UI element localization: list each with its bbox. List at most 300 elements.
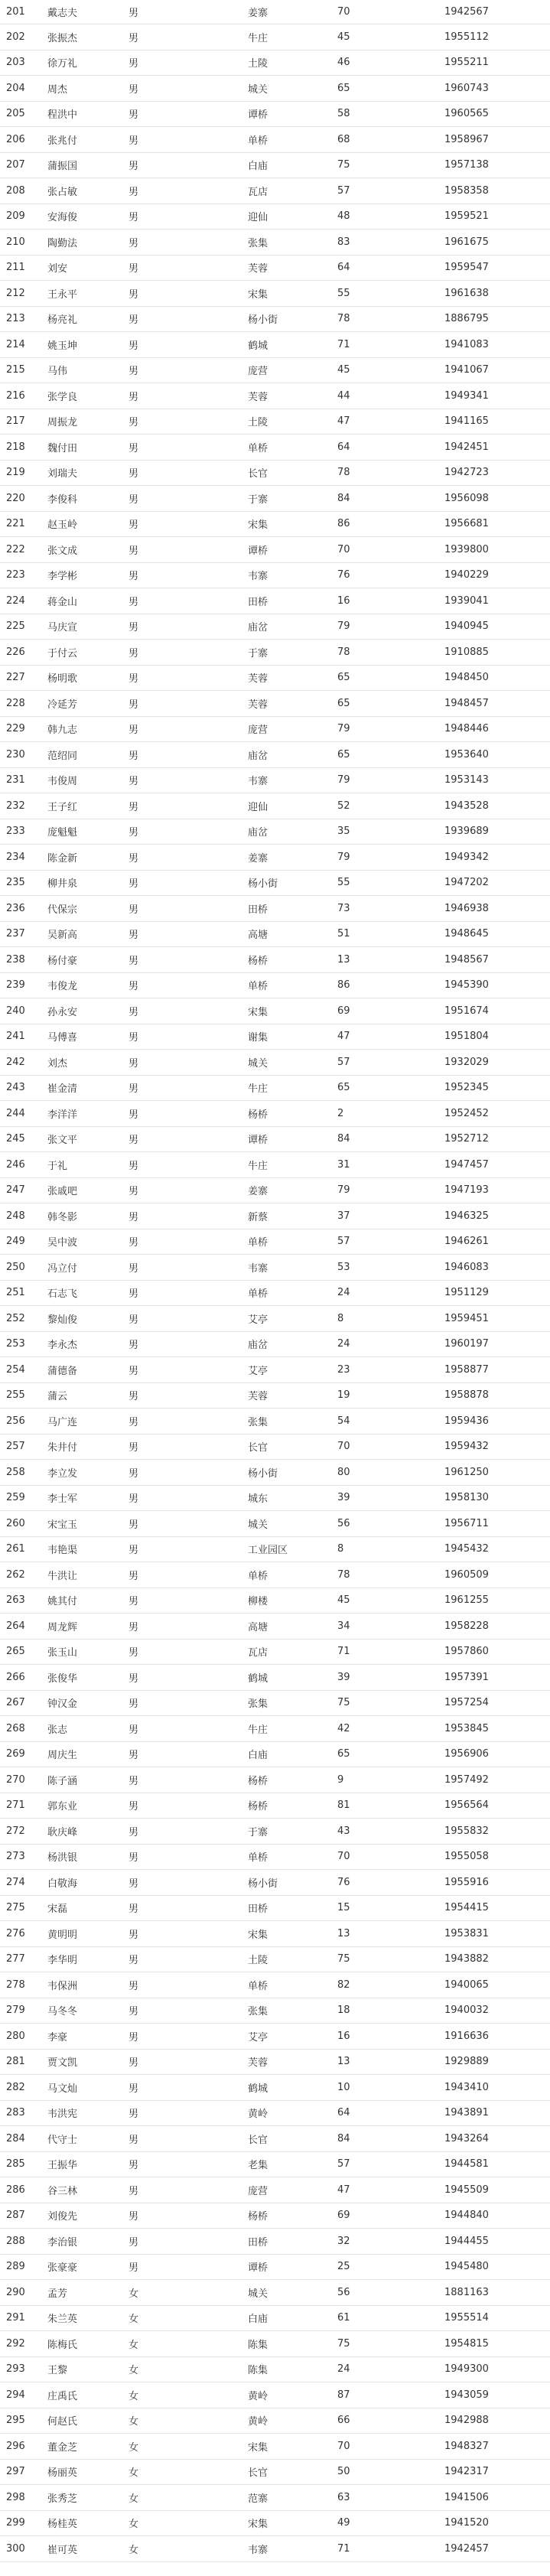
row-number-cell: 284 [6,2132,25,2144]
age-cell: 56 [337,2286,350,2298]
table-row [0,742,550,768]
person-name-cell: 于付云 [47,647,78,659]
gender-cell: 男 [129,417,139,429]
gender-cell: 男 [129,1442,139,1454]
table-row [0,2485,550,2511]
age-cell: 69 [337,2210,350,2222]
table-row [0,0,550,24]
village-cell: 谭桥 [248,2262,268,2275]
table-row [0,1972,550,1998]
id-code-cell: 1942567 [444,6,489,18]
gender-cell: 男 [129,212,139,224]
row-number-cell: 248 [6,1210,25,1222]
village-cell: 谭桥 [248,1135,268,1147]
gender-cell: 女 [129,2544,139,2556]
person-name-cell: 蒋金山 [47,596,78,608]
age-cell: 56 [337,1517,350,1529]
row-number-cell: 201 [6,6,25,18]
village-cell: 瓦店 [248,186,268,198]
age-cell: 52 [337,800,350,812]
gender-cell: 男 [129,314,139,327]
village-cell: 芙蓉 [248,699,268,711]
village-cell: 杨桥 [248,2211,268,2223]
row-number-cell: 278 [6,1978,25,1991]
id-code-cell: 1932029 [444,1056,489,1068]
table-row [0,2357,550,2383]
village-cell: 韦寨 [248,1262,268,1275]
person-name-cell: 朱井付 [47,1442,78,1454]
row-number-cell: 247 [6,1184,25,1197]
row-number-cell: 290 [6,2286,25,2298]
gender-cell: 男 [129,776,139,788]
table-row [0,127,550,153]
person-name-cell: 程洪中 [47,109,78,122]
age-cell: 81 [337,1799,350,1812]
id-code-cell: 1960509 [444,1568,489,1581]
id-code-cell: 1957391 [444,1671,489,1683]
gender-cell: 男 [129,135,139,147]
id-code-cell: 1943264 [444,2132,489,2144]
gender-cell: 男 [129,1135,139,1147]
gender-cell: 男 [129,1980,139,1992]
row-number-cell: 259 [6,1492,25,1504]
person-name-cell: 刘俊先 [47,2211,78,2223]
age-cell: 75 [337,1697,350,1709]
table-row [0,102,550,128]
age-cell: 8 [337,1312,344,1324]
age-cell: 53 [337,1261,350,1273]
gender-cell: 男 [129,2057,139,2070]
row-number-cell: 241 [6,1031,25,1043]
gender-cell: 男 [129,1904,139,1916]
table-row [0,1306,550,1332]
age-cell: 48 [337,210,350,223]
village-cell: 芙蓉 [248,263,268,275]
table-row [0,2536,550,2562]
age-cell: 45 [337,31,350,43]
id-code-cell: 1942457 [444,2542,489,2555]
village-cell: 牛庄 [248,1724,268,1736]
gender-cell: 男 [129,1596,139,1608]
row-number-cell: 293 [6,2363,25,2376]
village-cell: 黄岭 [248,2109,268,2121]
village-cell: 芙蓉 [248,391,268,403]
table-row [0,2280,550,2306]
age-cell: 78 [337,467,350,479]
age-cell: 37 [337,1210,350,1222]
gender-cell: 男 [129,468,139,480]
person-name-cell: 安海俊 [47,212,78,224]
gender-cell: 男 [129,109,139,122]
id-code-cell: 1940065 [444,1978,489,1991]
id-code-cell: 1946938 [444,902,489,914]
person-name-cell: 韦洪宪 [47,2109,78,2121]
gender-cell: 男 [129,8,139,19]
age-cell: 8 [337,1543,344,1555]
row-number-cell: 294 [6,2389,25,2401]
person-name-cell: 马广连 [47,1416,78,1428]
person-name-cell: 姚其付 [47,1596,78,1608]
age-cell: 13 [337,2056,350,2068]
village-cell: 张集 [248,1698,268,1711]
row-number-cell: 229 [6,723,25,735]
table-row [0,2126,550,2152]
id-code-cell: 1955832 [444,1825,489,1837]
person-name-cell: 吴中波 [47,1237,78,1249]
age-cell: 70 [337,1441,350,1453]
table-row [0,896,550,922]
age-cell: 70 [337,2440,350,2452]
age-cell: 18 [337,2004,350,2017]
age-cell: 16 [337,2030,350,2042]
table-row [0,998,550,1024]
table-row [0,1870,550,1896]
row-number-cell: 292 [6,2337,25,2350]
village-cell: 土陵 [248,58,268,70]
village-cell: 杨桥 [248,955,268,967]
gender-cell: 男 [129,2109,139,2121]
table-row [0,1229,550,1255]
table-row [0,2101,550,2127]
person-name-cell: 何赵氏 [47,2416,78,2428]
table-row [0,1742,550,1768]
age-cell: 55 [337,877,350,889]
table-row [0,1486,550,1512]
gender-cell: 男 [129,1083,139,1096]
id-code-cell: 1956098 [444,492,489,504]
person-name-cell: 周庆生 [47,1750,78,1762]
village-cell: 单桥 [248,1288,268,1301]
row-number-cell: 296 [6,2440,25,2452]
table-row [0,1101,550,1127]
age-cell: 75 [337,159,350,171]
row-number-cell: 271 [6,1799,25,1812]
id-code-cell: 1946325 [444,1210,489,1222]
row-number-cell: 226 [6,646,25,658]
row-number-cell: 239 [6,979,25,992]
person-name-cell: 杨明歌 [47,673,78,686]
id-code-cell: 1944840 [444,2210,489,2222]
person-name-cell: 白敬海 [47,1877,78,1890]
age-cell: 19 [337,1389,350,1402]
village-cell: 城关 [248,1519,268,1531]
row-number-cell: 285 [6,2158,25,2171]
row-number-cell: 256 [6,1415,25,1427]
village-cell: 庙岔 [248,1340,268,1352]
age-cell: 65 [337,697,350,709]
gender-cell: 男 [129,2031,139,2044]
person-name-cell: 张学良 [47,391,78,403]
gender-cell: 男 [129,366,139,378]
table-row [0,2306,550,2332]
age-cell: 65 [337,1748,350,1760]
person-name-cell: 李立发 [47,1467,78,1480]
village-cell: 单桥 [248,1570,268,1582]
age-cell: 65 [337,1082,350,1094]
row-number-cell: 273 [6,1851,25,1863]
age-cell: 46 [337,57,350,69]
table-row [0,1255,550,1281]
person-name-cell: 董金芝 [47,2441,78,2454]
id-code-cell: 1946083 [444,1261,489,1273]
person-name-cell: 韩九志 [47,725,78,737]
id-code-cell: 1961638 [444,287,489,299]
age-cell: 23 [337,1363,350,1376]
village-cell: 谭桥 [248,109,268,122]
person-name-cell: 杨洪银 [47,1852,78,1864]
person-name-cell: 宋宝玉 [47,1519,78,1531]
table-row [0,819,550,845]
person-name-cell: 韦俊周 [47,776,78,788]
age-cell: 65 [337,748,350,760]
age-cell: 25 [337,2261,350,2273]
person-name-cell: 张文平 [47,1135,78,1147]
age-cell: 79 [337,620,350,633]
village-cell: 单桥 [248,1980,268,1992]
person-name-cell: 孙永安 [47,1006,78,1018]
table-row [0,2255,550,2281]
gender-cell: 女 [129,2441,139,2454]
person-name-cell: 刘杰 [47,1057,68,1070]
table-row [0,307,550,333]
table-row [0,281,550,307]
table-row [0,1332,550,1358]
id-code-cell: 1939689 [444,826,489,838]
id-code-cell: 1949300 [444,2363,489,2376]
person-name-cell: 牛洪让 [47,1570,78,1582]
row-number-cell: 219 [6,467,25,479]
id-code-cell: 1945480 [444,2261,489,2273]
table-row [0,1152,550,1178]
row-number-cell: 255 [6,1389,25,1402]
id-code-cell: 1958130 [444,1492,489,1504]
row-number-cell: 253 [6,1338,25,1350]
age-cell: 47 [337,2184,350,2196]
village-cell: 于寨 [248,493,268,506]
village-cell: 单桥 [248,1237,268,1249]
gender-cell: 男 [129,1211,139,1223]
village-cell: 宋集 [248,288,268,301]
person-name-cell: 马文灿 [47,2083,78,2095]
village-cell: 范寨 [248,2493,268,2505]
table-row [0,1537,550,1563]
gender-cell: 男 [129,725,139,737]
table-row [0,512,550,538]
person-name-cell: 陈梅氏 [47,2339,78,2351]
gender-cell: 男 [129,1621,139,1633]
age-cell: 79 [337,851,350,863]
id-code-cell: 1952712 [444,1133,489,1145]
gender-cell: 男 [129,32,139,44]
person-name-cell: 韦保洲 [47,1980,78,1992]
village-cell: 杨小街 [248,878,278,891]
row-number-cell: 265 [6,1646,25,1658]
row-number-cell: 213 [6,313,25,325]
age-cell: 50 [337,2466,350,2478]
row-number-cell: 272 [6,1825,25,1837]
person-name-cell: 戴志夫 [47,8,78,19]
table-row [0,640,550,666]
person-name-cell: 宋磊 [47,1904,68,1916]
table-row [0,383,550,409]
table-row [0,1281,550,1307]
row-number-cell: 279 [6,2004,25,2017]
table-row [0,1614,550,1640]
row-number-cell: 291 [6,2312,25,2324]
gender-cell: 男 [129,596,139,608]
id-code-cell: 1961675 [444,236,489,248]
table-row [0,1691,550,1717]
id-code-cell: 1941506 [444,2491,489,2503]
village-cell: 鹤城 [248,1672,268,1685]
id-code-cell: 1948645 [444,928,489,940]
age-cell: 64 [337,262,350,274]
age-cell: 51 [337,928,350,940]
village-cell: 单桥 [248,442,268,454]
village-cell: 姜寨 [248,1186,268,1198]
age-cell: 73 [337,902,350,914]
person-name-cell: 赵玉岭 [47,519,78,532]
age-cell: 80 [337,1466,350,1478]
id-code-cell: 1957254 [444,1697,489,1709]
village-cell: 艾亭 [248,1365,268,1377]
village-cell: 宋集 [248,2441,268,2454]
gender-cell: 男 [129,1724,139,1736]
village-cell: 工业园区 [248,1545,288,1557]
id-code-cell: 1948567 [444,953,489,966]
person-name-cell: 黄明明 [47,1929,78,1941]
table-row [0,537,550,563]
gender-cell: 男 [129,288,139,301]
village-cell: 长官 [248,1442,268,1454]
village-cell: 庙岔 [248,622,268,634]
village-cell: 杨小街 [248,314,278,327]
table-row [0,1793,550,1819]
id-code-cell: 1959547 [444,262,489,274]
table-row [0,1460,550,1486]
village-cell: 田桥 [248,1904,268,1916]
row-number-cell: 264 [6,1620,25,1632]
row-number-cell: 216 [6,389,25,402]
id-code-cell: 1958877 [444,1363,489,1376]
person-name-cell: 王振华 [47,2160,78,2172]
id-code-cell: 1941165 [444,415,489,428]
gender-cell: 男 [129,673,139,686]
row-number-cell: 221 [6,518,25,530]
age-cell: 84 [337,492,350,504]
village-cell: 鹤城 [248,340,268,352]
table-row [0,614,550,640]
village-cell: 高塘 [248,930,268,942]
row-number-cell: 262 [6,1568,25,1581]
person-name-cell: 陈金新 [47,852,78,865]
table-row [0,1588,550,1614]
person-name-cell: 王黎 [47,2365,68,2377]
age-cell: 24 [337,2363,350,2376]
id-code-cell: 1942988 [444,2415,489,2427]
row-number-cell: 214 [6,338,25,350]
age-cell: 58 [337,108,350,120]
village-cell: 长官 [248,468,268,480]
row-number-cell: 217 [6,415,25,428]
row-number-cell: 252 [6,1312,25,1324]
person-name-cell: 钟汉金 [47,1698,78,1711]
id-code-cell: 1941067 [444,364,489,376]
age-cell: 76 [337,1876,350,1888]
row-number-cell: 203 [6,57,25,69]
person-name-cell: 张玉山 [47,1647,78,1659]
person-name-cell: 李学彬 [47,571,78,583]
age-cell: 64 [337,441,350,453]
gender-cell: 男 [129,1672,139,1685]
age-cell: 57 [337,1236,350,1248]
village-cell: 芙蓉 [248,673,268,686]
gender-cell: 男 [129,827,139,839]
gender-cell: 男 [129,161,139,173]
table-row [0,1050,550,1076]
gender-cell: 男 [129,571,139,583]
id-code-cell: 1955112 [444,31,489,43]
person-name-cell: 代守士 [47,2134,78,2146]
table-row [0,435,550,461]
table-row [0,768,550,794]
id-code-cell: 1943410 [444,2081,489,2093]
age-cell: 10 [337,2081,350,2093]
id-code-cell: 1942451 [444,441,489,453]
row-number-cell: 207 [6,159,25,171]
age-cell: 39 [337,1492,350,1504]
table-row [0,2229,550,2255]
person-name-cell: 贾文凯 [47,2057,78,2070]
id-code-cell: 1961250 [444,1466,489,1478]
row-number-cell: 299 [6,2517,25,2529]
gender-cell: 男 [129,2160,139,2172]
id-code-cell: 1956564 [444,1799,489,1812]
table-row [0,178,550,204]
age-cell: 13 [337,953,350,966]
id-code-cell: 1955058 [444,1851,489,1863]
gender-cell: 男 [129,1467,139,1480]
village-cell: 张集 [248,1416,268,1428]
gender-cell: 男 [129,647,139,659]
table-row [0,2024,550,2050]
table-row [0,1024,550,1050]
table-row [0,1383,550,1409]
id-code-cell: 1959432 [444,1441,489,1453]
age-cell: 84 [337,2132,350,2144]
age-cell: 79 [337,774,350,786]
id-code-cell: 1954415 [444,1902,489,1914]
person-name-cell: 张振杰 [47,32,78,44]
age-cell: 45 [337,364,350,376]
table-row [0,2331,550,2357]
row-number-cell: 215 [6,364,25,376]
table-row [0,2050,550,2076]
village-cell: 陈集 [248,2365,268,2377]
id-code-cell: 1945509 [444,2184,489,2196]
gender-cell: 男 [129,1545,139,1557]
person-name-cell: 王子红 [47,801,78,813]
village-cell: 柳楼 [248,1596,268,1608]
village-cell: 迎仙 [248,212,268,224]
age-cell: 47 [337,415,350,428]
id-code-cell: 1956906 [444,1748,489,1760]
village-cell: 新蔡 [248,1211,268,1223]
age-cell: 65 [337,82,350,94]
age-cell: 39 [337,1671,350,1683]
row-number-cell: 218 [6,441,25,453]
village-cell: 杨桥 [248,1109,268,1121]
